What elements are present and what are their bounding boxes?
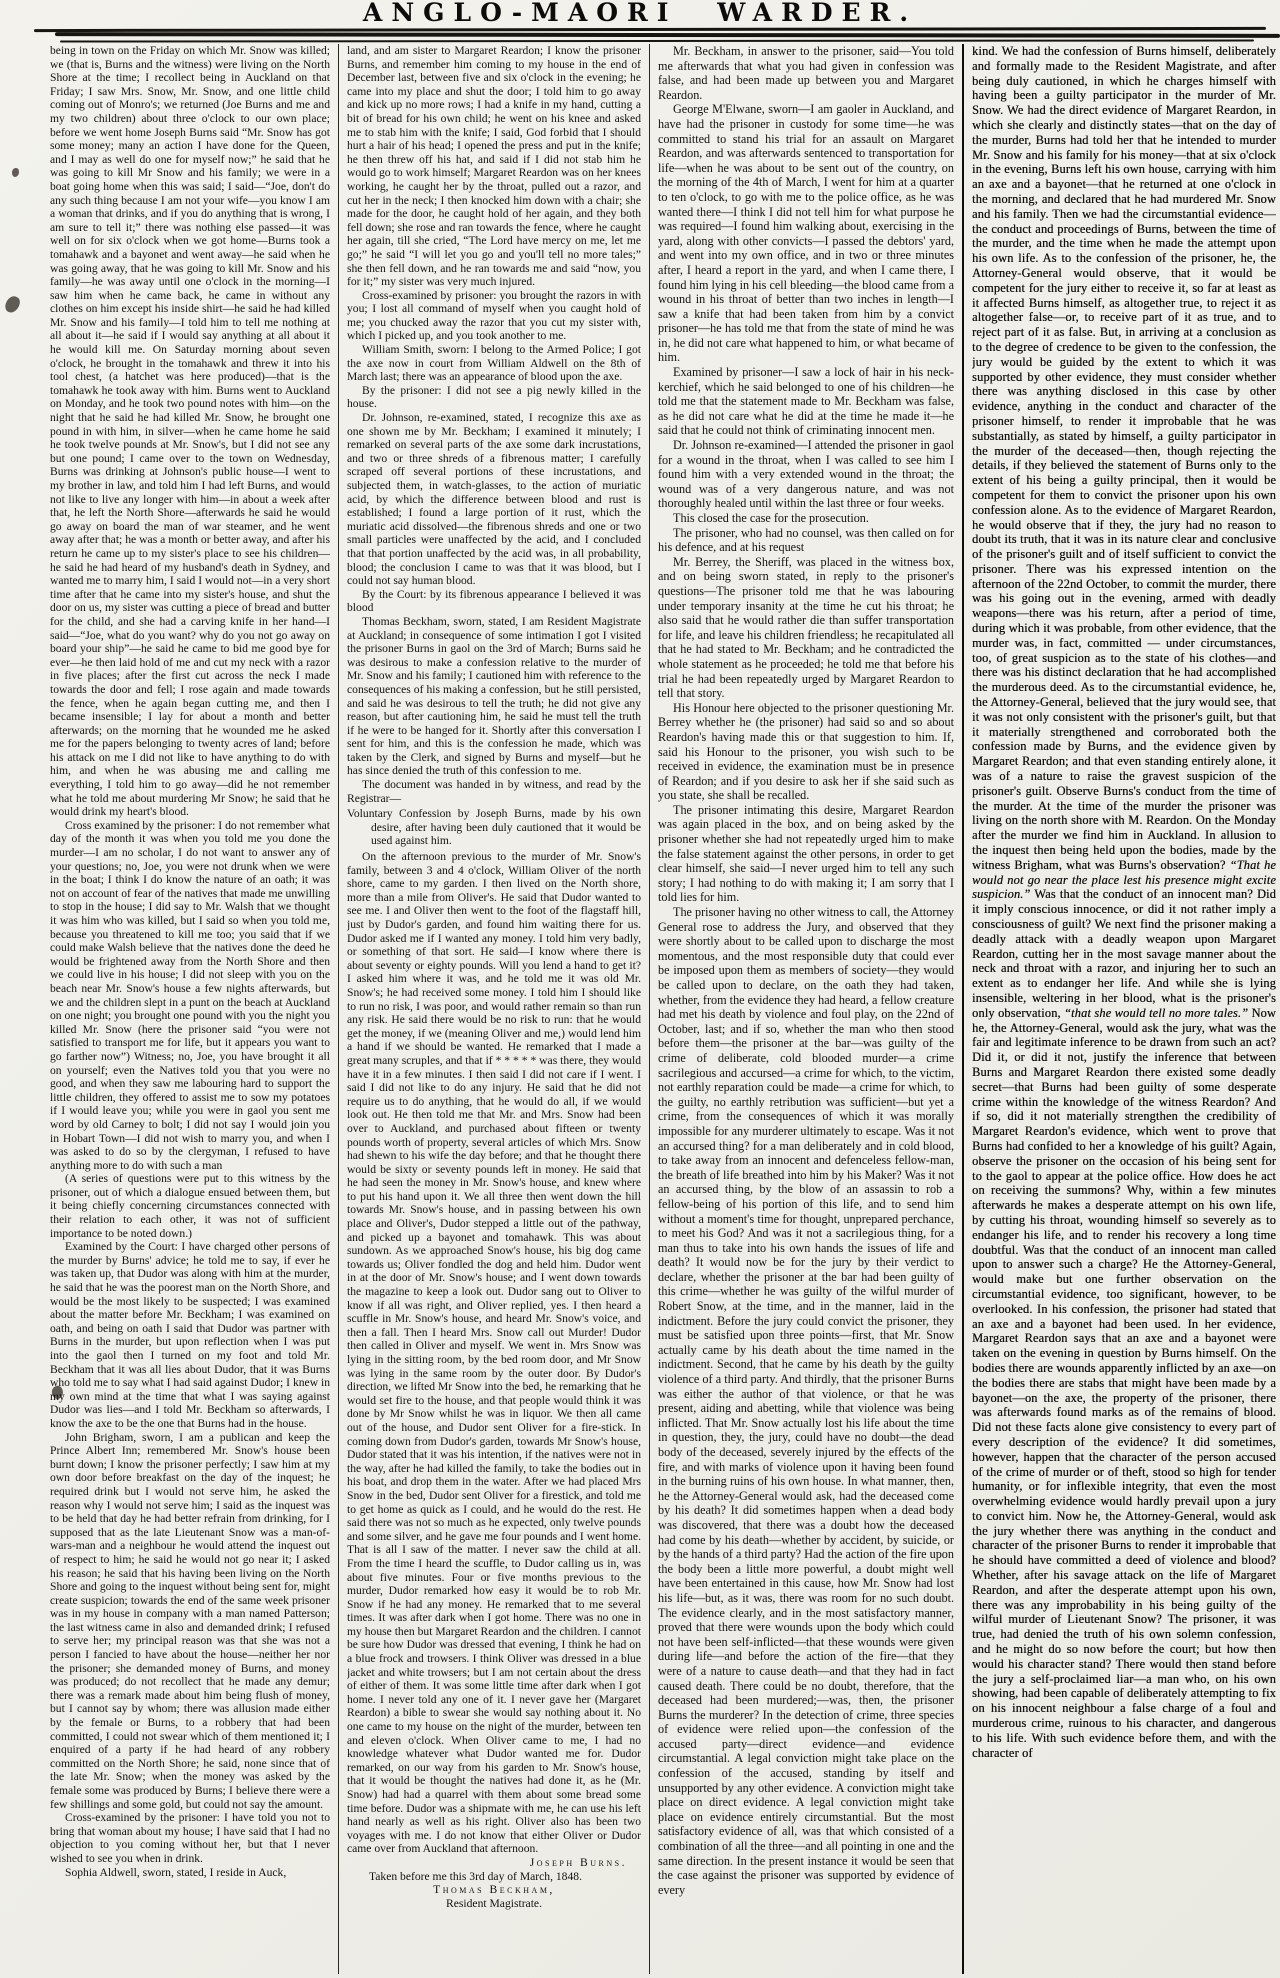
paragraph: His Honour here objected to the prisoner questioning Mr. Berrey whether he (the prisoner) had said so and so about Reardon's having made this or that suggestion to him. If, said his Honour to the prisoner, you wish such to be received in evidence, the examination must be in presence of Reardon; and if you desire to ask her if she said such as you state, she shall be recalled. [658, 700, 954, 803]
paragraph: William Smith, sworn: I belong to the Armed Police; I got the axe now in court from William Aldwell on the 8th of March last; there was an appearance of blood upon the axe. [347, 343, 641, 384]
paragraph: This closed the case for the prosecution. [673, 511, 869, 525]
paragraph: The document was handed in by witness, and read by the Registrar— [347, 778, 641, 805]
paragraph: Taken before me this 3rd day of March, 1848. [369, 1869, 582, 1883]
column-4 [972, 44, 1276, 1974]
paragraph: Resident Magistrate. [446, 1896, 542, 1910]
paragraph: Joseph Burns. [529, 1855, 627, 1869]
paragraph: Cross-examined by the prisoner: I have told you not to bring that woman about my house; I have said that I had no objection to you coming without her, but that I never wished to see you when in drink. [50, 1811, 330, 1865]
paragraph: Mr. Berrey, the Sheriff, was placed in the witness box, and on being sworn stated, in reply to the prisoner's questions—The prisoner told me that he was labouring under temporary insanity at the time he cut his throat; he also said that he would rather die than suffer transportation for life, and leave his children friendless; he recapitulated all that he had stated to Mr. Beckham; and he contradicted the whole statement as he proceeded; he told me that before his trial he had been repeatedly urged by Margaret Reardon to tell that story. [658, 554, 954, 701]
ink-speck [3, 294, 22, 315]
paragraph: By the Court: by its fibrenous appearance I believed it was blood [347, 587, 641, 615]
paragraph: Sophia Aldwell, sworn, stated, I reside in Auck, [65, 1865, 287, 1879]
paragraph: Thomas Beckham, sworn, stated, I am Resident Magistrate at Auckland; in consequence of some intimation I got I visited the prisoner Burns in gaol on the 3rd of March; Burns said he was desirous to make a confession relative to the murder of Mr. Snow and his family; I cautioned him with reference to the consequences of his making a confession, but he still persisted, and said he was desirous to tell the truth; he did not give any reason, but after cautioning him, he said he must tell the truth if he were to be hanged for it. Shortly after this conversation I sent for him, and this is the confession he made, which was taken by the Clerk, and signed by Burns and myself—but he has since denied the truth of this confession to me. [347, 614, 641, 778]
article-columns [50, 44, 1276, 1974]
paragraph: Dr. Johnson, re-examined, stated, I recognize this axe as one shown me by Mr. Beckham; I examined it minutely; I remarked on several parts of the axe some dark incrustations, and two or three shreds of a fibrenous matter; I carefully scraped off several portions of these incrustations, and subjected them, in watch-glasses, to the action of muriatic acid, by which the difference between blood and rust is established; I found a large portion of it rust, which the muriatic acid dissolved—the fibrenous shreds and one or two small particles were unaffected by the acid, and I concluded that that portion unaffected by the acid was, in all probability, blood; the conclusion I came to was that it was blood, but I could not say human blood. [347, 411, 641, 588]
paragraph: Thomas Beckham, [433, 1883, 555, 1897]
paragraph: John Brigham, sworn, I am a publican and keep the Prince Albert Inn; remembered Mr. Snow's house been burnt down; I know the prisoner perfectly; I saw him at my own door before breakfast on the day of the inquest; he required drink but I would not serve him, he asked the reason why I would not serve him; I said as the inquest was to be held that day he had better refrain from drinking, for I supposed that as the late Lieutenant Snow was a man-of-wars-man and a neighbour he would attend the inquest out of respect to him; he said he would not go near it; I asked his reason; he said that his having been living on the North Shore and going to the inquest without being sent for, might create suspicion; towards the end of the same week prisoner was in my house in company with a man named Patterson; the last witness came in also and demanded drink; I refused to serve her; my principal reason was that she was not a person I fancied to have about the house—neither her nor the prisoner; she demanded money of Burns, and money was produced; do not recollect that he made any demur; there was a remark made about him being flush of money, but I cannot say by whom; there was allusion made either by the female or Burns, to a robbery that had been committed, I could not swear which of them mentioned it; I enquired of a party if he had heard of any robbery committed on the North Shore; he said, none since that of the late Mr. Snow; when the money was asked by the female some was produced by Burns; I believe there were a few shillings and some gold, but could not say the amount. [50, 1430, 330, 1811]
paragraph: being in town on the Friday on which Mr. Snow was killed; we (that is, Burns and the witness) were living on the North Shore at the time; I recollect being in Auckland on that Friday; I saw Mrs. Snow, Mr. Snow, and one little child coming out of Monro's; we returned (Joe Burns and me and my two children) about three o'clock to our own place; before we went home Joseph Burns said “Mr. Snow has got some money; many an action I have done for the Queen, and I may as well do one for myself now;” he said that he was going to kill Mr Snow and his family; we were in a boat going home when this was said; I said—“Joe, don't do any such thing because I am not your wife—you know I am a woman that drinks, and if you do anything that is wrong, I am sure to tell it;” there was nothing else passed—it was well on for six o'clock when we got home—Burns took a tomahawk and a bayonet and went away—he said when he was going away, that he was going to kill Mr. Snow and his family—he was away until one o'clock in the morning—I saw him when he came back, he came in without any clothes on him except his inside shirt—he said he had killed Mr. Snow and his family—I told him to tell me nothing at all about it—he said if I would say anything at all about it he would kill me. On Saturday morning about seven o'clock, he brought in the tomahawk and threw it into his tool chest, (a hatchet was here produced)—that is the tomahawk he took away with him. Burns went to Auckland on Monday, and he took two pound notes with him—on the night that he said he had killed Mr. Snow, he brought one pound in with him, in silver—when he came home he said he took twelve pounds at Mr. Snow's, but I did not see any but one pound; I came over to the town on Wednesday, Burns was drinking at Johnson's public house—I went to my brother in law, and told him I had left Burns, and would not like to live any longer with him—in about a week after that, he left the North Shore—afterwards he said he would go away on board the man of war steamer, and he went away after that; he was a month or better away, and after his return he came up to my sister's place to see his children—he said he had heard of my husband's death in Sydney, and wanted me to marry him, I said I would not—in a very short time after that he came into my sister's house, and shut the door on us, my sister was cutting a piece of bread and butter for the child, and she had a carving knife in her hand—I said—“Joe, what do you want? why do you not go away on board your ship”—he said he came to bid me good bye for ever—he then laid hold of me and cut my neck with a razor in five places; after the first cut across the neck I made towards the door and fell; I rose again and made towards the fence, when he again began cutting me, and then I became insensible; I lay for about a month and better afterwards; on the morning that he wounded me he asked me for the papers belonging to twenty acres of land; before his attack on me I did not like to have anything to do with him, and when he was abusing me and calling me everything, I told him to go away—did he not remember what he told me about murdering Mr Snow; he said that he would drink my heart's blood. [50, 44, 330, 819]
paragraph: land, and am sister to Margaret Reardon; I know the prisoner Burns, and remember him coming to my house in the end of December last, between five and six o'clock in the evening; he came into my place and shut the door; I told him to go away and kick up no more rows; I had a knife in my hand, cutting a bit of bread for his own child; he went on his knee and asked me to stab him with the knife; I said, God forbid that I should hurt a hair of his head; I opened the press and put in the knife; he then threw off his hat, and said if I did not stab him he would go to work himself; Margaret Reardon was on her knees working, he caught her by the throat, pulled out a razor, and cut her in the neck; I then knocked him down with a chair; she made for the door, he caught hold of her again, and they both fell down; she rose and ran towards the fence, where he caught her again, till she cried, “The Lord have mercy on me, let me go;” he said “I will let you go and you'll tell no more tales;” she then fell down, and he ran towards me and said “now, you for it;” my sister was very much injured. [347, 44, 641, 289]
paragraph: Voluntary Confession by Joseph Burns, made by his own desire, after having been duly cautioned that it would be used against him. [347, 807, 641, 848]
paragraph: Dr. Johnson re-examined—I attended the prisoner in gaol for a wound in the throat, when I was called to see him I found him with a very extended wound in the throat; the wound was of a very dangerous nature, and was not thoroughly healed until within the last three or four weeks. [658, 438, 954, 511]
column-2 [347, 44, 641, 1974]
masthead-title: ANGLO-MAORI WARDER. [362, 0, 918, 27]
paragraph: kind. We had the confession of Burns himself, deliberately and formally made to the Resident Magistrate, and after being duly cautioned, in which he charges himself with having been a guilty participator in the murder of Mr. Snow. We had the direct evidence of Margaret Reardon, in which she clearly and distinctly states—that on the day of the murder, Burns had told her that he intended to murder Mr. Snow and his family for his money—that at six o'clock in the evening, Burns left his own house, carrying with him an axe and a bayonet—that he returned at one o'clock in the morning, and declared that he had murdered Mr. Snow and his family. Then we had the circumstantial evidence—the conduct and proceedings of Burns, between the time of the murder, and the time when he made the attempt upon his own life. As to the confession of the prisoner, he, the Attorney-General would observe, that it would be competent for the jury either to receive it, so far at least as it affected Burns himself, as altogether true, to reject it as altogether false—or, to receive part of it as true, and to reject part of it as false. But, in arriving at a conclusion as to the degree of credence to be given to the confession, the jury would be guided by the extent to which it was supported by other evidence, they must consider whether there was anything disclosed in this case by other evidence, anything in the conduct and character of the prisoner himself, to render it improbable that he was substantially, as stated by himself, a guilty participator in the murder of the deceased—then, though rejecting the details, if they believed the statement of Burns only to the extent of his being a guilty principal, then it would be competent for them to convict the prisoner upon his own confession alone. As to the evidence of Margaret Reardon, he would observe that if they, the jury had no reason to doubt its truth, that it was in its nature clear and conclusive of the prisoner's guilt and of itself sufficient to convict the prisoner. There was his expressed intention on the afternoon of the 22nd October, to commit the murder, there was his going out in the evening, armed with deadly weapons—there was his return, after a period of time, during which it was probable, from other evidence, that the murder was, in fact, committed — under circumstances, too, of great suspicion as to the state of his clothes—and there was his distinct declaration that he had accomplished the murderous deed. As to the circumstantial evidence, he, the Attorney-General, believed that the jury would see, that it was not only consistent with the prisoner's guilt, but that it materially strengthened and corroborated both the confession made by Burns, and the evidence given by Margaret Reardon; and that even standing entirely alone, it was of a nature to raise the gravest suspicion of the prisoner's guilt. Observe Burns's conduct from the time of the murder. At the time of the murder the prisoner was living on the north shore with M. Reardon. On the Monday after the murder we find him in Auckland. In allusion to the inquest then being held upon the bodies, made by the witness Brigham, what was Burns's observation? “That he would not go near the place lest his presence might excite suspicion.” Was that the conduct of an innocent man? Did it imply conscious innocence, or did it not rather imply a consciousness of guilt? We next find the prisoner making a deadly attack with a deadly weapon upon Margaret Reardon, cutting her in the most savage manner about the neck and throat with a razor, and injuring her to such an extent as to endanger her life. And while she is lying insensible, weltering in her blood, what is the prisoner's only observation, “that she would tell no more tales.” Now he, the Attorney-General, would ask the jury, what was the fair and legitimate inference to be drawn from such an act? Did it, or did it not, justify the inference that between Burns and Margaret Reardon there existed some deadly secret—that Burns had been guilty of some desperate crime within the knowledge of the witness Reardon? And if so, did it not materially strengthen the credibility of Margaret Reardon's evidence, which went to prove that Burns had confided to her a knowledge of his guilt? Again, observe the prisoner on the occasion of his being sent for to the gaol to appear at the police office. How does he act on receiving the summons? Why, within a few minutes afterwards he makes a desperate attempt on his own life, by cutting his throat, wounding himself so severely as to endanger his life, and to render his recovery a long time doubtful. Was that the conduct of an innocent man called upon to answer such a charge? He the Attorney-General, would make but one further observation on the circumstantial evidence, too significant, however, to be overlooked. In his confession, the prisoner had stated that an axe and a bayonet had been used. In her evidence, Margaret Reardon says that an axe and a bayonet were taken on the evening in question by Burns himself. On the bodies there are wounds apparently inflicted by an axe—on the bodies there are stabs that might have been made by a bayonet—on the axe, the property of the prisoner, there was afterwards found marks as of the remains of blood. Did not these facts alone give consistency to every part of every description of the evidence? It did sometimes, however, happen that the character of the person accused of the crime of murder or of theft, stood so high for tender humanity, or for inflexible integrity, that even the most overwhelming evidence would hardly prevail upon a jury to convict him. Now he, the Attorney-General, would ask the jury whether there was anything in the conduct and character of the prisoner Burns to render it improbable that he should have committed a deed of violence and blood? Whether, after his savage attack on the life of Margaret Reardon, and after the desperate attempt upon his own, there was any improbability in his being guilty of the wilful murder of Lieutenant Snow? The prisoner, it was true, had denied the truth of his own solemn confession, and he might do so now before the court; but how then would his character stand? There would then stand before the jury a self-proclaimed liar—a man who, on his own showing, had been capable of deliberately attempting to fix on his innocent neighbour a false charge of a foul and murderous crime, ruinous to his character, and dangerous to his life. With such evidence before them, and with the character of [972, 44, 1276, 1760]
paragraph: On the afternoon previous to the murder of Mr. Snow's family, between 3 and 4 o'clock, William Oliver of the north shore, came to my garden. I then lived on the North shore, more than a mile from Oliver's. He said that Dudor wanted to see me. I and Oliver then went to the foot of the flagstaff hill, just by Dudor's garden, and found him waiting there for us. Dudor asked me if I wanted any money. I told him very badly, or something of that sort. He said—I know where there is about seventy or eighty pounds. Will you lend a hand to get it? I asked him where it was, and he told me it was old Mr. Snow's; he had received some money. I told him I should like to run no risk, I was poor, and would rather remain so than run any risk. He said there would be no risk to run: that he would get the money, if we (meaning Oliver and me,) would lend him a hand if we should be wanted. He remarked that I made a great many scruples, and that if * * * * * was there, they would have it in a few minutes. I then said I did not care if I went. I said I did not like to do any injury. He said that he did not require us to do anything, that he would do all, if we would look out. He then told me that Mr. and Mrs. Snow had been over to Auckland, and purchased about fifteen or twenty pounds worth of property, several articles of which Mrs. Snow had shewn to his wife the day before; and that he thought there would be sixty or seventy pounds left in money. He said that he had seen the money in Mr. Snow's house, and knew where to put his hand upon it. We all three then went down the hill towards Mr. Snow's house, and in passing between his own place and Oliver's, Dudor stepped a little out of the pathway, and picked up a bayonet and tomahawk. This was about sundown. As we approached Snow's house, his big dog came towards us; Oliver fondled the dog and held him. Dudor went in at the door of Mr. Snow's house; and I went down towards the magazine to keep a look out. Dudor sang out to Oliver to know if all was right, and Oliver replied, yes. I then heard a scuffle in Mr. Snow's house, and heard Mr. Snow's voice, and then a fall. Then I heard Mrs. Snow call out Murder! Dudor then called in Oliver and myself. We went in. Mrs Snow was lying in the sitting room, by the bed room door, and Mr Snow was lying in the same room by the outer door. By Dudor's direction, we lifted Mr Snow into the bed, he remarking that he would set fire to the house, and that people would think it was done by Mr Snow whilst he was in liquor. We then all came out of the house, and Dudor sent Oliver for a fire-stick. In coming down from Dudor's garden, towards Mr Snow's house, Dudor stated that it was his intention, if the natives were not in the way, after he had killed the family, to take the bodies out in his boat, and drop them in the water. After we had placed Mrs Snow in the bed, Dudor sent Oliver for a firestick, and told me to get home as quick as I could, and he would do the rest. He said there was not so much as he expected, only twelve pounds and some silver, and he gave me four pounds and I went home. That is all I saw of the matter. I never saw the child at all. From the time I heard the scuffle, to Dudor calling us in, was about five minutes. Four or five months previous to the murder, Dudor remarked how easy it would be to rob Mr. Snow if he had any money. He remarked that to me several times. It was after dark when I got home. There was no one in my house then but Margaret Reardon and the children. I cannot be sure how Dudor was dressed that evening, I think he had on a blue frock and trowsers. I think Oliver was dressed in a blue jacket and white trowsers; but I am not certain about the dress of either of them. It was some little time after dark when I got home. I never told any one of it. I never gave her (Margaret Reardon) a bible to swear she would say nothing about it. No one came to my house on the night of the murder, between ten and eleven o'clock. When Oliver came to me, I had no knowledge whatever what Dudor wanted me for. Dudor remarked, on our way from his garden to Mr. Snow's house, that it would be thought the natives had done it, as he (Mr. Snow) had had a quarrel with them about some bread some time before. Dudor was a shipmate with me, he can use his left hand nearly as well as his right. Oliver also has been two voyages with me. I do not know that either Oliver or Dudor came over from Auckland that afternoon. [347, 850, 641, 1856]
paragraph: The prisoner having no other witness to call, the Attorney General rose to address the Jury, and observed that they were shortly about to be called upon to discharge the most momentous, and the most responsible duty that could ever be imposed upon them as members of society—they would be called upon to declare, on the oath they had taken, whether, from the evidence they had heard, a fellow creature had met his death by violence and foul play, on the 22nd of October, last; and if so, whether the man who then stood before them—the prisoner at the bar—was guilty of the crime of deliberate, cold blooded murder—a crime sacrilegious and accursed—a crime for which, to the victim, not earthly reparation could be made—a crime for which, to the guilty, no earthly retribution was sufficient—but yet a crime, from the consequences of which it was morally impossible for any murderer ultimately to escape. Was it not an accursed thing? for a man deliberately and in cold blood, to take away from an innocent and defenceless fellow-man, the breath of life breathed into him by his Maker? Was it not an accursed thing, by the blow of an assassin to rob a fellow-being of his portion of this life, and to send him without a moment's time for thought, unprepared perchance, to meet his God? And was it not a sacrilegious thing, for a man thus to take into his own hands the issues of life and death? It would now be for the jury by their verdict to declare, whether the prisoner at the bar had been guilty of this crime—whether he was guilty of the wilful murder of Robert Snow, at the time, and in the manner, laid in the indictment. Before the jury could convict the prisoner, they must be satisfied upon three points—first, that Mr. Snow actually came by his death about the time named in the indictment. Second, that he came by his death by the guilty violence of a third party. And thirdly, that the prisoner Burns was either the author of that violence, or that he was present, aiding and abetting, while that violence was being inflicted. That Mr. Snow actually lost his life about the time in question, they, the jury, could have no doubt—the dead body of the deceased, severely injured by the effects of the fire, and with marks of violence upon it having been found in the burning ruins of his own house. In what manner, then, he the Attorney-General would ask, had the deceased come by his death? It did sometimes happen when a dead body was discovered, that there was a doubt how the deceased had come by his death—whether by accident, by suicide, or by the hands of a third party? Had the action of the fire upon the body been a little more powerful, a doubt might well have been entertained in this cause, how Mr. Snow had lost his life—but, as it was, there was room for no such doubt. The evidence clearly, and in the most satisfactory manner, proved that there were wounds upon the body which could not have been self-inflicted—that these wounds were given during life—and before the action of the fire—that they were of a nature to cause death—and that they had in fact caused death. There could be no doubt, therefore, that the deceased had been murdered;—was, then, the prisoner Burns the murderer? In the detection of crime, three species of evidence were relied upon—the confession of the accused party—direct evidence—and evidence circumstantial. A legal conviction might take place on the confession of the accused, standing by itself and unsupported by any other evidence. A conviction might take place on direct evidence. A legal conviction might take place on evidence entirely circumstantial. But the most satisfactory evidence of all, was that which consisted of a combination of all the three—and all pointing in one and the same direction. In the present instance it would be seen that the case against the prisoner was supported by evidence of every [658, 905, 954, 1897]
paragraph: The prisoner intimating this desire, Margaret Reardon was again placed in the box, and on being asked by the prisoner whether she had not repeatedly urged him to make the false statement against the other persons, in order to get clear himself, she said—I never urged him to tell any such story; I had nothing to do with making it; I am sorry that I told lies for him. [658, 802, 954, 905]
paragraph: Mr. Beckham, in answer to the prisoner, said—You told me afterwards that what you had given in confession was false, and had been made up between you and Margaret Reardon. [658, 44, 954, 102]
ink-speck [12, 168, 19, 177]
paragraph: The prisoner, who had no counsel, was then called on for his defence, and at his request [658, 525, 954, 555]
paragraph: Cross-examined by prisoner: you brought the razors in with you; I lost all command of myself when you caught hold of me; you chucked away the razor that you cut my sister with, which I picked up, and you took another to me. [347, 288, 641, 343]
paragraph: Cross examined by the prisoner: I do not remember what day of the month it was when you told me you done the murder—I am no scholar, I do not want to answer any of your questions; no, Joe, you were not drunk when we were in the boat; I think I do know the nature of an oath; it was not on account of fear of the natives that made me unwilling to stop in the house; I did say to Mr. Walsh that we thought it was him who was killed, but I said so when you told me, because you threatened to kill me too; you said that if we could make Walsh believe that the natives done the deed he would be frightened away from the North Shore and then we could live in his house; I did not sleep with you on the beach near Mr. Snow's house a few nights afterwards, but we and the children slept in a punt on the beach at Auckland on one night; you brought one pound with you the night you killed Mr. Snow (here the prisoner said “you were not satisfied to transport me for life, but it appears you want to go farther now”) Witness; no, Joe, you have brought it all on yourself; even the Natives told you that you were no good, and when they saw me labouring hard to support the little children, they offered to assist me to sow my potatoes if I would leave you; while you were in gaol you sent me word by old Carney to bolt; I did not say I would join you in Hobart Town—I did not wish to marry you, and when I was asked to do so by the clergyman, I refused to have anything more to do with such a man [50, 818, 330, 1172]
column-3 [658, 44, 954, 1974]
paragraph: (A series of questions were put to this witness by the prisoner, out of which a dialogue ensued between them, but it being chiefly concerning circumstances connected with their relation to each other, it was not of sufficient importance to be noted down.) [50, 1172, 330, 1240]
paragraph: Examined by the Court: I have charged other persons of the murder by Burns' advice; he told me to say, if ever he was taken up, that Dudor was along with him at the murder, he said that he was the poorest man on the North Shore, and would be the most likely to be suspected; I was examined about the matter before Mr. Beckham; I was examined on oath, and being on oath I said that Dudor was partner with Burns in the murder, but upon reflection when I was put into the gaol then I turned on my foot and told Mr. Beckham that it was all lies about Dudor, that it was Burns who told me to say what I had said against Dudor; I knew in my own mind at the time that what I was saying against Dudor was lies—and I told Mr. Beckham so afterwards, I know the axe to be the one that Burns had in the house. [50, 1240, 330, 1430]
column-1 [50, 44, 330, 1974]
paragraph: By the prisoner: I did not see a pig newly killed in the house. [347, 383, 641, 411]
column-divider [338, 44, 339, 1974]
column-divider [649, 44, 650, 1974]
column-divider [962, 44, 964, 1974]
paragraph: Examined by prisoner—I saw a lock of hair in his neck-kerchief, which he said belonged to one of his children—he told me that the statement made to Mr. Beckham was false, as he did not care what he did at the time he made it—he said that he could not think of criminating innocent men. [658, 365, 954, 438]
paragraph: George M'Elwane, sworn—I am gaoler in Auckland, and have had the prisoner in custody for some time—he was committed to stand his trial for an assault on Margaret Reardon, and was afterwards sentenced to transportation for life—when he was about to be sent out of the country, on the morning of the 4th of March, I went for him at a quarter to ten o'clock, to go with me to the police office, as he was wanted there—I think I did not tell him for what purpose he was required—I found him walking about, exercising in the yard, along with other convicts—I passed the debtors' yard, and went into my own office, and in two or three minutes after, I heard a report in the yard, and when I came there, I found him lying in his cell bleeding—the blood came from a wound in his throat of better than two inches in length—I saw a knife that had been taken from him by a convict prisoner—he has told me that from the state of mind he was in, he did not care what happened to him, or what became of him. [658, 102, 954, 365]
